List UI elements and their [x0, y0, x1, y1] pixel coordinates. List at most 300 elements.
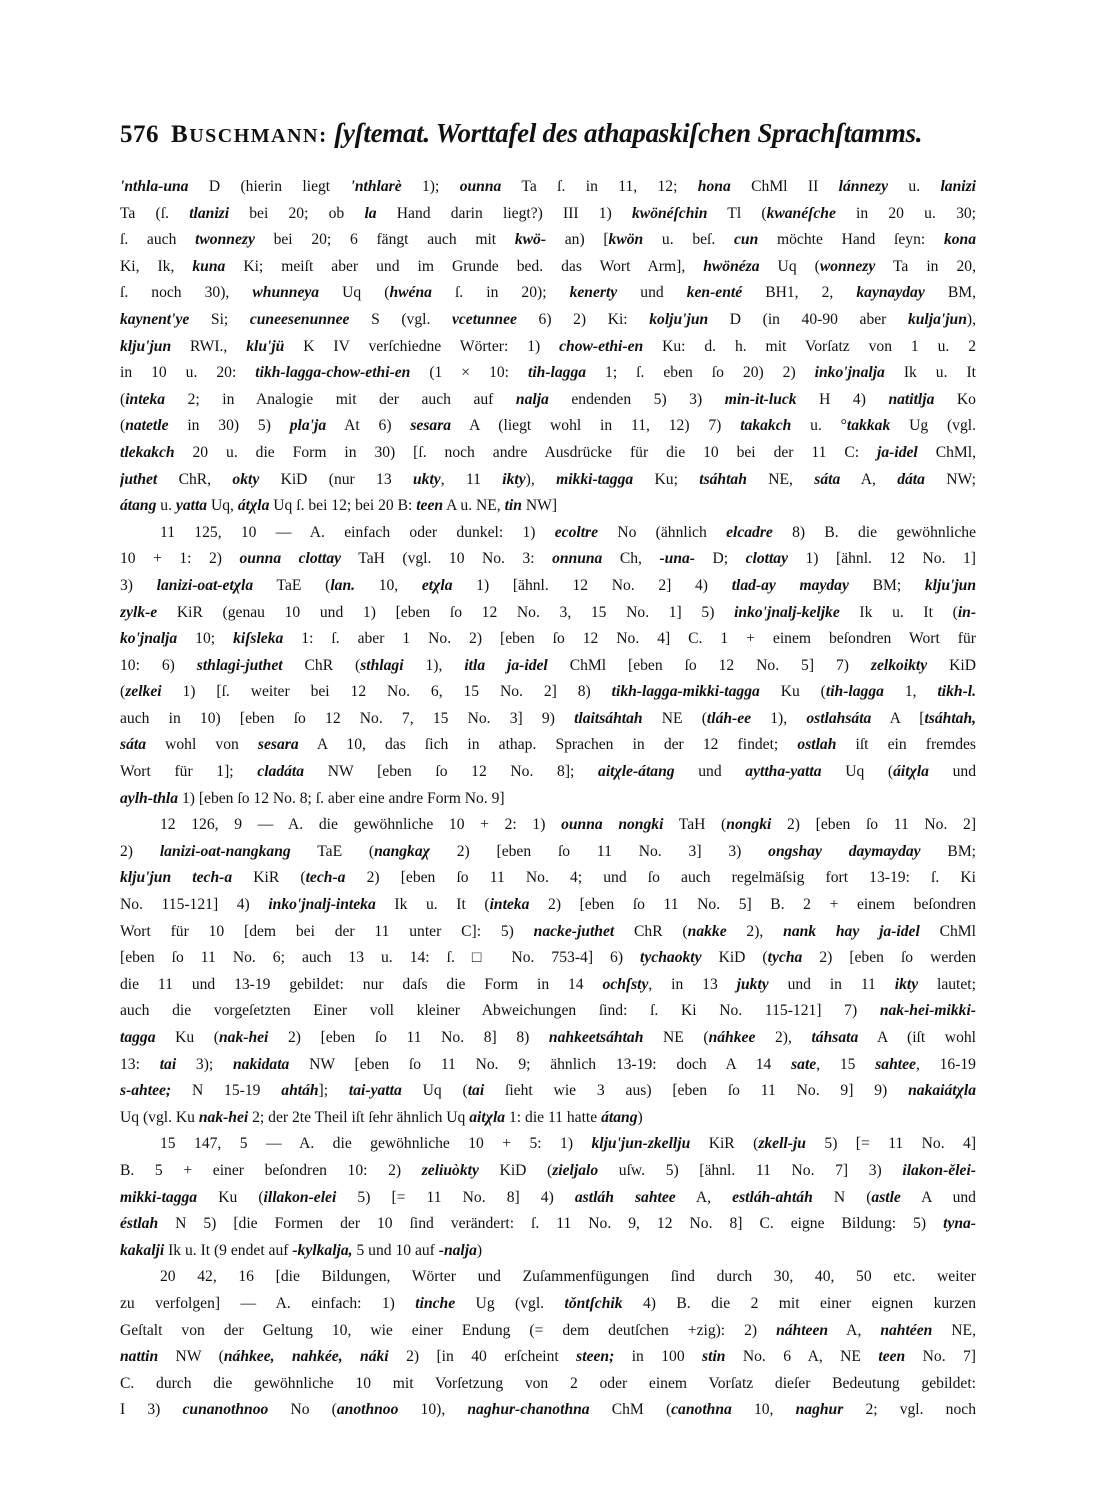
- word-form: nahtéen: [880, 1321, 933, 1339]
- word-form: anothnoo: [336, 1401, 399, 1419]
- text-run: 1,: [883, 683, 938, 701]
- text-run: 8) B. die gewöhnliche: [772, 523, 976, 541]
- word-form: elcadre: [726, 523, 773, 541]
- text-run: ſ. in 20);: [431, 284, 570, 302]
- text-run: in 30) 5): [168, 417, 290, 435]
- text-run: ſ. noch 30),: [120, 284, 253, 302]
- word-form: zeliuòkty: [421, 1161, 479, 1179]
- word-form: chow-ethi-en: [559, 337, 644, 355]
- text-line: [120, 759, 976, 786]
- text-run: Uq (: [821, 763, 894, 781]
- text-run: N (: [812, 1188, 872, 1206]
- text-run: 1: die 11 hatte: [505, 1108, 602, 1126]
- text-line: [120, 1318, 976, 1345]
- word-form: tychaokty: [640, 949, 702, 967]
- text-run: A u. NE,: [443, 497, 505, 515]
- text-run: (: [120, 390, 126, 408]
- text-run: 1) [ähnl. 12 No. 1]: [788, 550, 976, 568]
- text-run: 20 u. die Form in 30) [ſ. noch andre Ausdrücke für die 10 bei der 11 C:: [174, 443, 878, 461]
- text-run: ChM (: [589, 1401, 672, 1419]
- text-run: Ta (ſ.: [120, 204, 190, 222]
- word-form: takkak: [846, 417, 891, 435]
- text-line: [120, 440, 976, 467]
- text-line: [120, 865, 976, 892]
- text-run: ChMl: [919, 922, 976, 940]
- word-form: ounna: [459, 178, 502, 195]
- text-run: A,: [675, 1188, 733, 1206]
- text-run: Ku (: [197, 1188, 264, 1206]
- word-form: tin: [504, 497, 522, 515]
- word-form: in-: [957, 603, 976, 621]
- text-run: auch in 10) [eben ſo 12 No. 7, 15 No. 3] 9): [120, 709, 575, 727]
- word-form: hwéna: [389, 284, 432, 302]
- word-form: takakch: [740, 417, 792, 435]
- word-form: lanizi-oat-etχla: [156, 576, 254, 594]
- word-form: hwönéza: [703, 257, 760, 275]
- text-run: 6) 2) Ki:: [516, 310, 650, 328]
- text-line: [120, 467, 976, 494]
- text-run: KiD (: [701, 949, 768, 967]
- text-line: [120, 493, 976, 520]
- text-line: [120, 280, 976, 307]
- text-run: 1) [ähnl. 12 No. 2] 4): [452, 576, 732, 594]
- text-run: ſieht wie 3 aus) [eben ſo 11 No. 9] 9): [484, 1082, 909, 1100]
- word-form: kwön: [608, 231, 644, 249]
- text-line: [120, 1052, 976, 1079]
- word-form: nak-hei: [219, 1029, 269, 1046]
- text-run: TaE (: [253, 576, 331, 594]
- word-form: sate: [791, 1055, 817, 1073]
- word-form: átχla: [237, 497, 270, 515]
- text-run: 11 125, 10 — A. einfach oder dunkel: 1): [160, 523, 555, 541]
- text-run: N 5) [die Formen der 10 ſind verändert: ſ. 11 No. 9, 12 No. 8] C. eigne Bildung: 5): [158, 1215, 944, 1233]
- text-run: 2) [eben ſo 11 No. 8] 8): [268, 1029, 549, 1046]
- text-run: 2),: [726, 922, 784, 940]
- word-form: tsáhtah: [699, 470, 747, 488]
- word-form: -nalja: [438, 1241, 477, 1259]
- text-run: 2) [in 40 erſcheint: [388, 1348, 577, 1366]
- text-line: [120, 998, 976, 1025]
- text-run: BM,: [924, 284, 976, 302]
- word-form: natetle: [125, 417, 169, 435]
- word-form: ken-enté: [686, 284, 743, 302]
- text-run: No. 7]: [905, 1348, 976, 1366]
- text-run: ),: [525, 470, 557, 488]
- text-run: 10: 6): [120, 656, 197, 674]
- word-form: nalja: [515, 390, 549, 408]
- text-run: No (ähnlich: [598, 523, 727, 541]
- text-run: A 10, das ſich in athap. Sprachen in der 12 findet;: [298, 736, 798, 754]
- running-head: [120, 118, 976, 162]
- text-run: NE,: [932, 1321, 976, 1339]
- text-run: KiR (genau 10 und 1) [eben ſo 12 No. 3, 15 No. 1] 5): [157, 603, 735, 621]
- text-run: D (in 40-90 aber: [708, 310, 908, 328]
- word-form: kwönéſchin: [632, 204, 708, 222]
- text-run: u.: [888, 178, 941, 195]
- word-form: kenerty: [569, 284, 618, 302]
- text-run: 1) [ſ. weiter bei 12 No. 6, 15 No. 2] 8): [161, 683, 612, 701]
- word-form: tai: [467, 1082, 485, 1100]
- text-run: 5) [= 11 No. 4]: [805, 1135, 976, 1153]
- text-run: BH1, 2,: [742, 284, 857, 302]
- text-run: S (vgl.: [349, 310, 452, 328]
- text-run: Ku;: [633, 470, 700, 488]
- text-line: [120, 334, 976, 361]
- text-run: Ug (vgl.: [455, 1294, 565, 1312]
- word-form: stin: [702, 1348, 726, 1366]
- word-form: astláh sahtee: [574, 1188, 676, 1206]
- word-form: tlanizi: [189, 204, 230, 222]
- text-run: die 11 und 13-19 gebildet: nur daſs die Form in 14: [120, 975, 603, 993]
- text-line: [120, 413, 976, 440]
- word-form: tikh-l.: [937, 683, 976, 701]
- text-run: BM;: [848, 576, 925, 594]
- text-run: 1: ſ. aber 1 No. 2) [eben ſo 12 No. 4] C. 1 + einem beſondren Wort für: [283, 630, 976, 648]
- text-run: KiR (: [690, 1135, 759, 1153]
- text-run: No (: [268, 1401, 337, 1419]
- word-form: inko'jnalj-keljke: [734, 603, 840, 621]
- word-form: sthlagi-juthet: [196, 656, 283, 674]
- text-line: [120, 1185, 976, 1212]
- word-form: aitχla: [469, 1108, 506, 1126]
- word-form: náhkee, nahkée, náki: [223, 1348, 389, 1366]
- text-line: [120, 254, 976, 281]
- paragraph-first-line: [120, 520, 976, 547]
- word-form: juthet: [120, 470, 158, 488]
- word-form: átang: [601, 1108, 638, 1126]
- word-form: sáta: [814, 470, 841, 488]
- text-run: 10 + 1: 2): [120, 550, 240, 568]
- text-run: 2) [eben ſo 11 No. 3] 3): [429, 842, 769, 860]
- word-form: onnuna: [552, 550, 603, 568]
- text-line: [120, 1158, 976, 1185]
- text-run: 10,: [731, 1401, 796, 1419]
- text-run: A,: [828, 1321, 881, 1339]
- paragraph-first-line: [120, 812, 976, 839]
- word-form: ostlah: [797, 736, 837, 754]
- word-form: inko'jnalj-inteka: [268, 896, 376, 914]
- text-run: 2) [eben ſo 11 No. 2]: [771, 816, 976, 834]
- text-run: , in 13: [648, 975, 737, 993]
- word-form: nangkaχ: [374, 842, 430, 860]
- text-run: TaE (: [290, 842, 375, 860]
- text-line: [120, 387, 976, 414]
- text-run: in 20 u. 30;: [835, 204, 976, 222]
- text-run: 4) B. die 2 mit einer eignen kurzen: [622, 1294, 976, 1312]
- word-form: tech-a: [305, 869, 346, 887]
- word-form: tagga: [120, 1029, 156, 1046]
- text-run: NW [eben ſo 12 No. 8];: [304, 763, 599, 781]
- word-form: sthlagi: [360, 656, 404, 674]
- text-run: und: [617, 284, 687, 302]
- text-line: [120, 1371, 976, 1398]
- text-run: KiR (: [232, 869, 306, 887]
- text-line: [120, 1025, 976, 1052]
- text-run: KiD: [927, 656, 976, 674]
- text-run: Uq,: [207, 497, 238, 515]
- text-run: 2) [eben ſo 11 No. 5] B. 2 + einem beſondren: [529, 896, 976, 914]
- word-form: tih-lagga: [528, 364, 587, 382]
- word-form: naghur-chanothna: [467, 1401, 590, 1419]
- word-form: teen: [878, 1348, 906, 1366]
- text-run: Ko: [934, 390, 976, 408]
- word-form: wonnezy: [819, 257, 876, 275]
- word-form: estláh-ahtáh: [732, 1188, 813, 1206]
- word-form: ongshay daymayday: [768, 842, 921, 860]
- word-form: canothna: [671, 1401, 732, 1419]
- word-form: inko'jnalja: [814, 364, 885, 382]
- word-form: tikh-lagga-mikki-tagga: [611, 683, 760, 701]
- word-form: ochſsty: [602, 975, 649, 993]
- text-line: [120, 919, 976, 946]
- word-form: tláh-ee: [706, 709, 752, 727]
- text-run: 2) [eben ſo werden: [802, 949, 976, 967]
- text-line: [120, 945, 976, 972]
- word-form: whunneya: [252, 284, 320, 302]
- word-form: kuna: [192, 257, 226, 275]
- word-form: nakidata: [233, 1055, 290, 1073]
- text-run: endenden 5) 3): [548, 390, 725, 408]
- word-form: zieljalo: [552, 1161, 599, 1179]
- word-form: náhteen: [776, 1321, 829, 1339]
- word-form: klju'jun tech-a: [120, 869, 233, 887]
- word-form: sáta: [120, 736, 146, 754]
- word-form: inteka: [489, 896, 530, 914]
- text-run: lautet;: [918, 975, 976, 993]
- text-run: Ta ſ. in 11, 12;: [501, 178, 698, 195]
- word-form: lan.: [330, 576, 356, 594]
- word-form: klju'jun: [924, 576, 976, 594]
- word-form: min-it-luck: [724, 390, 797, 408]
- text-run: B. 5 + einer beſondren 10: 2): [120, 1161, 422, 1179]
- text-run: [eben ſo 11 No. 6; auch 13 u. 14: ſ. □ No. 753-4] 6): [120, 949, 641, 967]
- author-name: USCHMANN: [189, 125, 319, 147]
- word-form: hona: [697, 178, 731, 195]
- word-form: teen: [416, 497, 444, 515]
- text-run: auch die vorgeſetzten Einer voll kleiner Abweichungen ſind: ſ. Ki No. 115-121] 7): [120, 1002, 880, 1020]
- text-run: Ki, Ik,: [120, 257, 193, 275]
- text-run: uſw. 5) [ähnl. 11 No. 7] 3): [598, 1161, 903, 1179]
- text-line: [120, 839, 976, 866]
- word-form: sesara: [257, 736, 299, 754]
- word-form: etχla: [421, 576, 453, 594]
- text-run: ChMl,: [917, 443, 976, 461]
- text-run: Si;: [189, 310, 250, 328]
- text-run: Uq (: [759, 257, 820, 275]
- text-run: K IV verſchiedne Wörter: 1): [284, 337, 560, 355]
- text-run: wohl von: [146, 736, 258, 754]
- word-form: tlad-ay mayday: [731, 576, 849, 594]
- text-run: ChR,: [157, 470, 233, 488]
- word-form: kona: [943, 231, 976, 249]
- text-run: und in 11: [768, 975, 895, 993]
- text-run: NW (: [158, 1348, 224, 1366]
- word-form: zelkei: [125, 683, 162, 701]
- word-form: nahkeetsáhtah: [548, 1029, 644, 1046]
- text-run: TaH (: [663, 816, 727, 834]
- text-run: 2; vgl. noch: [843, 1401, 976, 1419]
- word-form: inteka: [125, 390, 166, 408]
- text-run: 13:: [120, 1055, 160, 1073]
- text-run: 3);: [176, 1055, 233, 1073]
- word-form: itla ja-idel: [464, 656, 548, 674]
- text-run: 1),: [403, 656, 465, 674]
- text-run: TaH (vgl. 10 No. 3:: [341, 550, 553, 568]
- text-run: 5 und 10 auf: [352, 1241, 439, 1259]
- text-run: ChMl [eben ſo 12 No. 5] 7): [547, 656, 871, 674]
- text-line: [120, 1344, 976, 1371]
- word-form: nak-hei-mikki-: [879, 1002, 976, 1020]
- word-form: zkell-ju: [758, 1135, 806, 1153]
- author-initial: B: [171, 121, 190, 148]
- paragraph-first-line: [120, 1264, 976, 1291]
- text-line: [120, 1078, 976, 1105]
- text-line: [120, 972, 976, 999]
- text-run: At 6): [326, 417, 411, 435]
- text-run: A [: [871, 709, 925, 727]
- text-run: 20 42, 16 [die Bildungen, Wörter und Zuſammenfügungen ſind durch 30, 40, 50 etc. weiter: [160, 1268, 976, 1286]
- text-run: 2; in Analogie mit der auch auf: [165, 390, 516, 408]
- word-form: átang: [120, 497, 157, 515]
- text-line: [120, 573, 976, 600]
- text-run: ChMl II: [730, 178, 839, 195]
- text-run: u.: [156, 497, 176, 515]
- text-line: [120, 600, 976, 627]
- word-form: cunanothnoo: [182, 1401, 269, 1419]
- book-page: [120, 118, 976, 1424]
- word-form: klju'jun: [120, 337, 172, 355]
- text-run: in 10 u. 20:: [120, 364, 256, 382]
- word-form: dáta: [897, 470, 925, 488]
- word-form: mikki-tagga: [556, 470, 634, 488]
- text-run: 10,: [355, 576, 422, 594]
- text-run: und: [928, 763, 976, 781]
- word-form: steen;: [576, 1348, 615, 1366]
- word-form: mikki-tagga: [120, 1188, 198, 1206]
- text-run: Ch,: [602, 550, 660, 568]
- word-form: náhkee: [708, 1029, 756, 1046]
- text-line: [120, 174, 976, 201]
- text-run: Ku (: [155, 1029, 219, 1046]
- text-line: [120, 679, 976, 706]
- text-run: No. 115-121] 4): [120, 896, 269, 914]
- word-form: táhsata: [811, 1029, 859, 1046]
- text-run: A (iſt wohl: [858, 1029, 976, 1046]
- text-run: RWI.,: [171, 337, 247, 355]
- word-form: ja-idel: [877, 443, 918, 461]
- word-form: zylk-e: [120, 603, 158, 621]
- text-run: Wort für 1];: [120, 763, 258, 781]
- text-run: 2) [eben ſo 11 No. 4; und ſo auch regelmäſsig fort 13-19: ſ. Ki: [345, 869, 976, 887]
- word-form: kwö-: [514, 231, 547, 249]
- running-title: ſyſtemat. Worttafel des athapaskiſchen Sprachſtamms.: [334, 118, 923, 148]
- text-run: 15 147, 5 — A. die gewöhnliche 10 + 5: 1): [160, 1135, 592, 1153]
- text-run: , 16-19: [915, 1055, 976, 1073]
- text-run: 2): [120, 842, 160, 860]
- text-run: NW;: [924, 470, 976, 488]
- text-run: I 3): [120, 1401, 183, 1419]
- text-run: A (liegt wohl in 11, 12) 7): [451, 417, 741, 435]
- word-form: tinche: [415, 1294, 456, 1312]
- text-line: [120, 360, 976, 387]
- word-form: clottay: [745, 550, 789, 568]
- text-run: ): [476, 1241, 483, 1259]
- word-form: ilakon-ělei-: [902, 1161, 976, 1179]
- word-form: tsáhtah,: [924, 709, 976, 727]
- text-run: NW]: [521, 497, 558, 515]
- word-form: lánnezy: [838, 178, 889, 195]
- text-run: u. beſ.: [643, 231, 734, 249]
- text-run: Tl (: [707, 204, 767, 222]
- word-form: kwanéſche: [766, 204, 836, 222]
- word-form: lanizi-oat-nangkang: [159, 842, 291, 860]
- word-form: ikty: [502, 470, 526, 488]
- word-form: okty: [232, 470, 260, 488]
- word-form: yatta: [175, 497, 208, 515]
- text-run: KiD (nur 13: [259, 470, 413, 488]
- word-form: cladáta: [257, 763, 305, 781]
- word-form: 'nthla-una: [120, 178, 189, 195]
- word-form: tlaitsáhtah: [574, 709, 643, 727]
- text-run: KiD (: [478, 1161, 553, 1179]
- text-run: ): [637, 1108, 643, 1126]
- text-line: [120, 1397, 976, 1424]
- body-text: [120, 174, 976, 1424]
- text-run: Uq ſ. bei 12; bei 20 B:: [269, 497, 417, 515]
- text-run: (: [120, 683, 126, 701]
- text-line: [120, 1291, 976, 1318]
- word-form: tyna-: [943, 1215, 976, 1233]
- text-run: A und: [900, 1188, 976, 1206]
- word-form: twonnezy: [195, 231, 255, 249]
- text-run: 1) [eben ſo 12 No. 8; ſ. aber eine andre Form No. 9]: [178, 789, 505, 807]
- text-run: H 4): [796, 390, 889, 408]
- word-form: kolju'jun: [649, 310, 709, 328]
- text-run: Ik u. It (9 endet auf: [164, 1241, 293, 1259]
- text-run: 5) [= 11 No. 8] 4): [336, 1188, 575, 1206]
- text-line: [120, 1211, 976, 1238]
- text-run: Uq (: [401, 1082, 468, 1100]
- word-form: tǒntſchik: [564, 1294, 623, 1312]
- word-form: tih-lagga: [825, 683, 884, 701]
- text-run: 1);: [401, 178, 460, 195]
- text-run: A,: [840, 470, 898, 488]
- word-form: -una-: [659, 550, 695, 568]
- word-form: tycha: [767, 949, 803, 967]
- text-run: u. °: [791, 417, 847, 435]
- text-run: in 100: [614, 1348, 703, 1366]
- word-form: illakon-elei: [263, 1188, 337, 1206]
- text-run: , 15: [816, 1055, 876, 1073]
- word-form: ko'jnalja: [120, 630, 178, 648]
- word-form: klu'jü: [246, 337, 285, 355]
- word-form: ounna nongki: [561, 816, 664, 834]
- word-form: cun: [733, 231, 759, 249]
- word-form: éstlah: [120, 1215, 159, 1233]
- author-colon: :: [318, 122, 327, 147]
- text-run: NE,: [746, 470, 815, 488]
- word-form: sahtee: [875, 1055, 916, 1073]
- text-line: [120, 1105, 976, 1132]
- word-form: tai-yatta: [348, 1082, 402, 1100]
- text-run: NW [eben ſo 11 No. 9; ähnlich 13-19: doch A 14: [289, 1055, 792, 1073]
- text-run: Ki; meiſt aber und im Grunde bed. das Wort Arm],: [225, 257, 704, 275]
- text-line: [120, 892, 976, 919]
- word-form: astle: [871, 1188, 901, 1206]
- word-form: tlekakch: [120, 443, 175, 461]
- text-run: ChR (: [282, 656, 361, 674]
- text-run: und: [674, 763, 746, 781]
